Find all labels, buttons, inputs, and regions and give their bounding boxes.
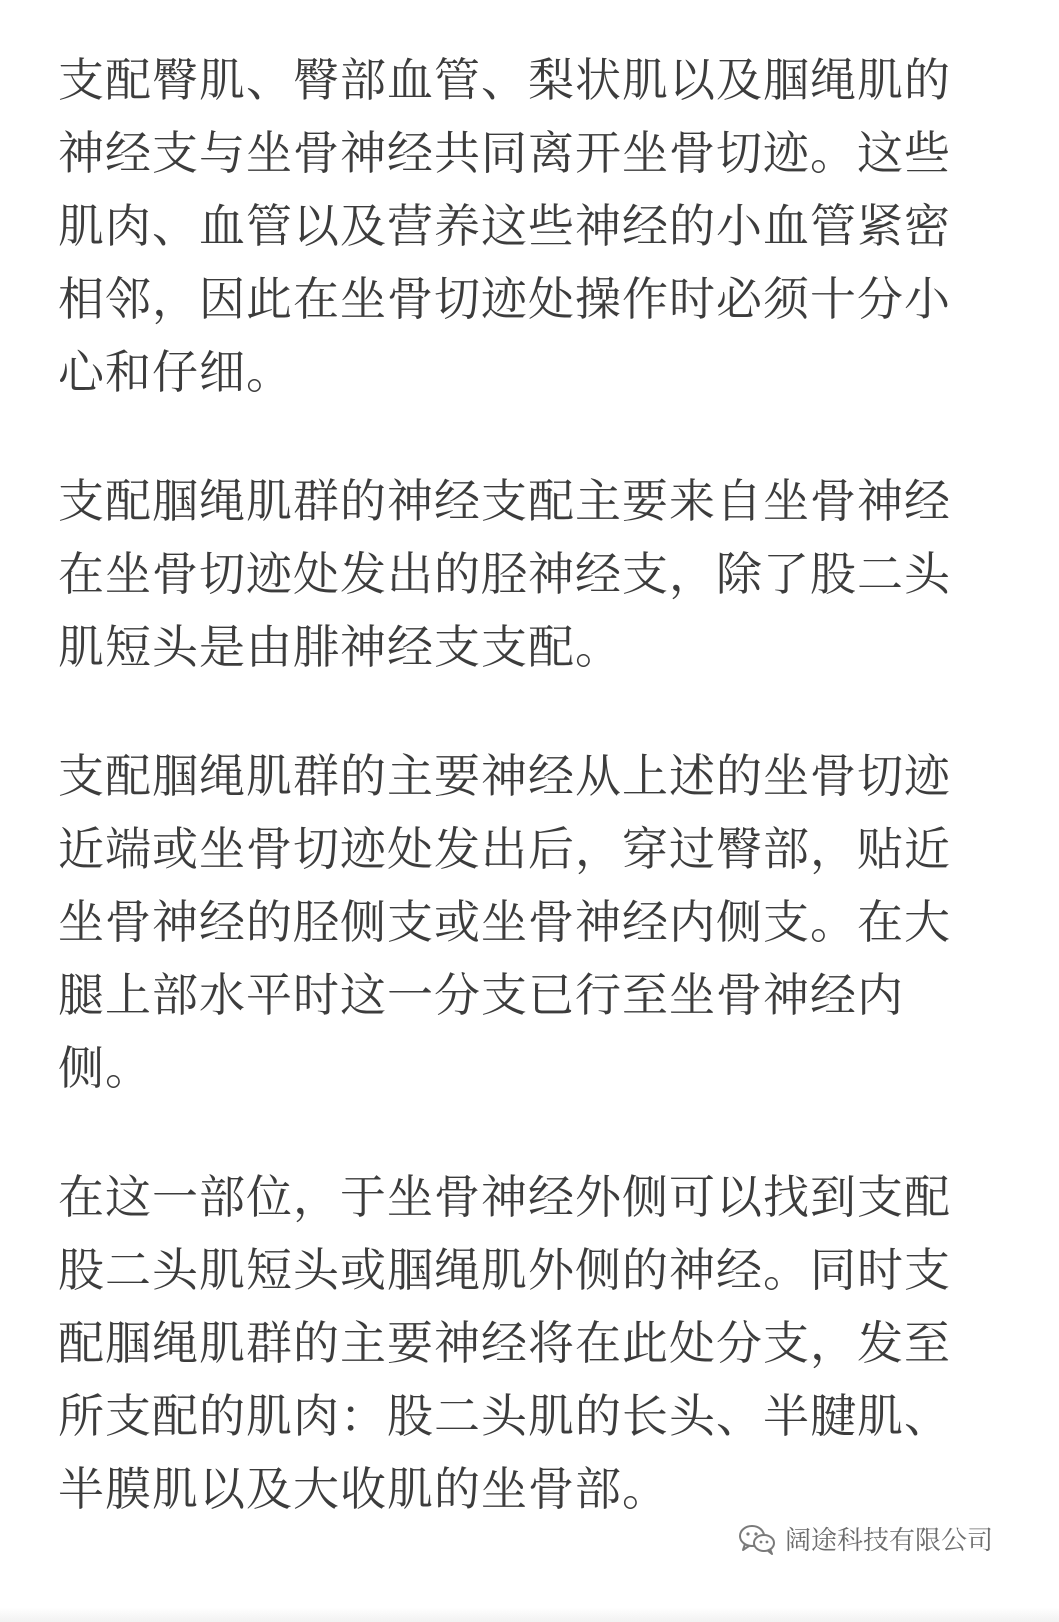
paragraph-1 [58,44,978,409]
text-line: 肌肉、血管以及营养这些神经的小血管紧密 [58,199,951,253]
text-line: 在坐骨切迹处发出的胫神经支，除了股二头 [58,547,951,601]
text-line: 心和仔细。 [58,345,293,399]
text-line: 支配腘绳肌群的神经支配主要来自坐骨神经 [58,474,951,528]
bottom-edge [0,1608,1059,1622]
paragraph-4 [58,1161,978,1526]
article-body [58,44,978,1582]
wechat-icon [737,1523,777,1555]
text-line: 所支配的肌肉：股二头肌的长头、半腱肌、 [58,1389,951,1443]
text-line: 相邻，因此在坐骨切迹处操作时必须十分小 [58,272,951,326]
paragraph-2 [58,465,978,684]
text-line: 在这一部位，于坐骨神经外侧可以找到支配 [58,1170,951,1224]
paragraph-3 [58,740,978,1105]
text-line: 配腘绳肌群的主要神经将在此处分支，发至 [58,1316,951,1370]
text-line: 近端或坐骨切迹处发出后，穿过臀部，贴近 [58,822,951,876]
text-line: 神经支与坐骨神经共同离开坐骨切迹。这些 [58,126,951,180]
text-line: 肌短头是由腓神经支支配。 [58,620,622,674]
text-line: 股二头肌短头或腘绳肌外侧的神经。同时支 [58,1243,951,1297]
text-line: 坐骨神经的胫侧支或坐骨神经内侧支。在大 [58,895,951,949]
text-line: 侧。 [58,1041,152,1095]
watermark-text: 阔途科技有限公司 [784,1526,993,1556]
watermark [737,1520,993,1557]
text-line: 腿上部水平时这一分支已行至坐骨神经内 [58,968,904,1022]
text-line: 支配腘绳肌群的主要神经从上述的坐骨切迹 [58,749,951,803]
text-line: 半膜肌以及大收肌的坐骨部。 [58,1462,669,1516]
text-line: 支配臀肌、臀部血管、梨状肌以及腘绳肌的 [58,53,951,107]
